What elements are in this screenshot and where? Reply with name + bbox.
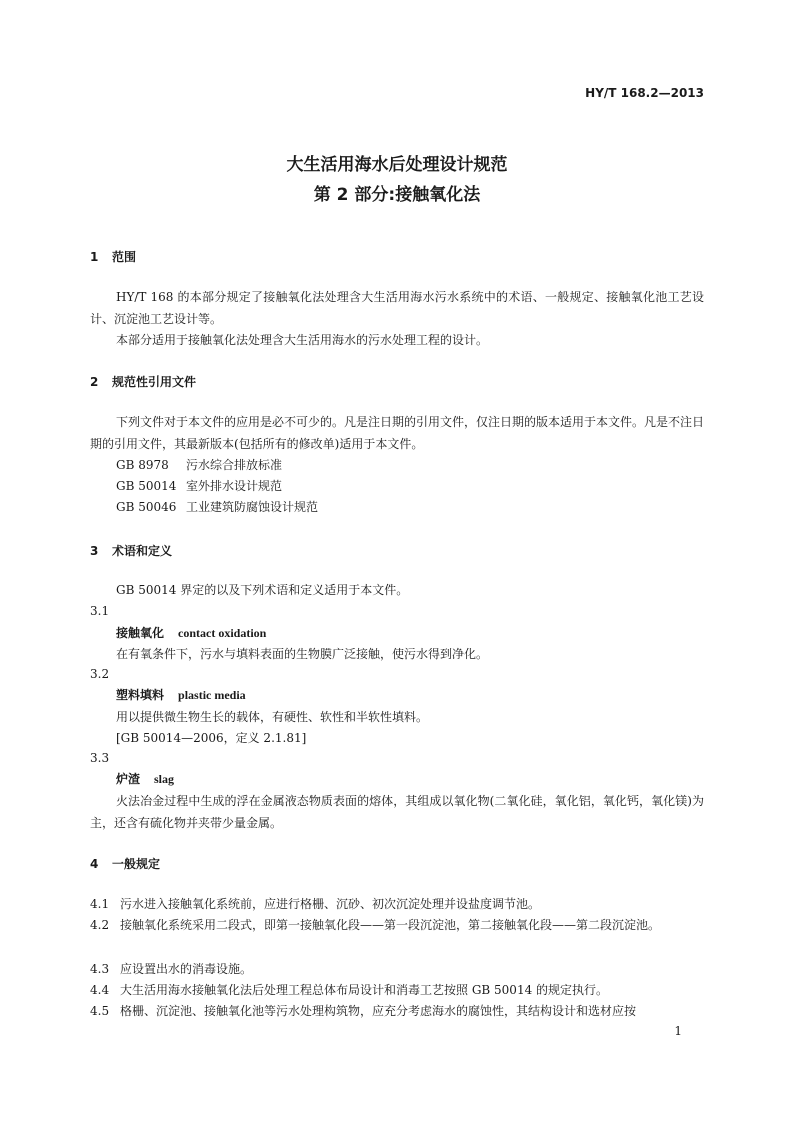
ref-code: GB 8978 <box>116 458 169 472</box>
term-entry <box>116 684 246 706</box>
clause <box>90 1000 636 1022</box>
clause-text: 大生活用海水接触氧化法后处理工程总体布局设计和消毒工艺按照 GB 50014 的规定执行。 <box>120 983 609 997</box>
section-number: 1 <box>90 250 99 264</box>
clause <box>90 958 252 980</box>
section-title: 范围 <box>112 250 137 264</box>
clause-number: 4.5 <box>90 1004 110 1018</box>
ref-name: 工业建筑防腐蚀设计规范 <box>186 500 319 514</box>
term-definition: 用以提供微生物生长的载体，有硬性、软性和半软性填料。 <box>116 710 429 724</box>
term-number: 3.1 <box>90 604 110 618</box>
page-number: 1 <box>674 1024 682 1038</box>
clause-text: 格栅、沉淀池、接触氧化池等污水处理构筑物，应充分考虑海水的腐蚀性，其结构设计和选材应按 <box>120 1004 637 1018</box>
section-1-heading <box>90 248 136 265</box>
ref-code: GB 50014 <box>116 479 177 493</box>
term-number: 3.3 <box>90 751 110 765</box>
term-definition: 在有氧条件下，污水与填料表面的生物膜广泛接触，使污水得到净化。 <box>116 647 489 661</box>
clause-number: 4.4 <box>90 983 110 997</box>
term-entry <box>116 622 266 644</box>
section-number: 4 <box>90 857 99 871</box>
clause-number: 4.3 <box>90 962 110 976</box>
term-chinese: 接触氧化 <box>116 626 165 640</box>
doc-title-line1: 大生活用海水后处理设计规范 <box>286 155 508 175</box>
section-number: 2 <box>90 375 99 389</box>
clause <box>90 979 608 1001</box>
ref-code: GB 50046 <box>116 500 177 514</box>
term-english: contact oxidation <box>178 626 267 640</box>
ref-name: 室外排水设计规范 <box>186 479 283 493</box>
term-english: slag <box>154 772 175 786</box>
doc-title-line2: 第 2 部分:接触氧化法 <box>313 185 481 205</box>
section-3-heading <box>90 542 172 559</box>
term-source: [GB 50014—2006，定义 2.1.81] <box>116 731 307 745</box>
section-number: 3 <box>90 544 99 558</box>
standard-code: HY/T 168.2—2013 <box>585 86 704 100</box>
section-title: 一般规定 <box>112 857 161 871</box>
clause <box>90 914 704 936</box>
clause-number: 4.1 <box>90 897 110 911</box>
term-chinese: 炉渣 <box>116 772 141 786</box>
clause-text: 污水进入接触氧化系统前，应进行格栅、沉砂、初次沉淀处理并设盐度调节池。 <box>120 897 541 911</box>
section-1-para-2: 本部分适用于接触氧化法处理含大生活用海水的污水处理工程的设计。 <box>116 333 489 347</box>
term-english: plastic media <box>178 688 246 702</box>
section-title: 规范性引用文件 <box>112 375 197 389</box>
term-definition: 火法冶金过程中生成的浮在金属液态物质表面的熔体，其组成以氧化物(二氧化硅，氧化铝，氧化钙，氧化镁)为主，还含有硫化物并夹带少量金属。 <box>90 794 704 830</box>
clause-text: 应设置出水的消毒设施。 <box>120 962 253 976</box>
section-1-para-1: HY/T 168 的本部分规定了接触氧化法处理含大生活用海水污水系统中的术语、一般规定、接触氧化池工艺设计、沉淀池工艺设计等。 <box>90 290 704 326</box>
ref-item <box>116 454 282 476</box>
term-number: 3.2 <box>90 667 110 681</box>
ref-name: 污水综合排放标准 <box>186 458 283 472</box>
clause <box>90 893 540 915</box>
section-3-para-1: GB 50014 界定的以及下列术语和定义适用于本文件。 <box>116 583 409 597</box>
term-chinese: 塑料填料 <box>116 688 165 702</box>
section-4-heading <box>90 855 160 872</box>
section-2-heading <box>90 373 196 390</box>
ref-item <box>116 496 318 518</box>
clause-number: 4.2 <box>90 918 110 932</box>
ref-item <box>116 475 282 497</box>
term-entry <box>116 768 174 790</box>
section-2-para-1: 下列文件对于本文件的应用是必不可少的。凡是注日期的引用文件，仅注日期的版本适用于本文件。凡是不注日期的引用文件，其最新版本(包括所有的修改单)适用于本文件。 <box>90 415 705 451</box>
section-title: 术语和定义 <box>112 544 173 558</box>
clause-text: 接触氧化系统采用二段式，即第一接触氧化段——第一段沉淀池，第二接触氧化段——第二段沉淀池。 <box>120 918 661 932</box>
